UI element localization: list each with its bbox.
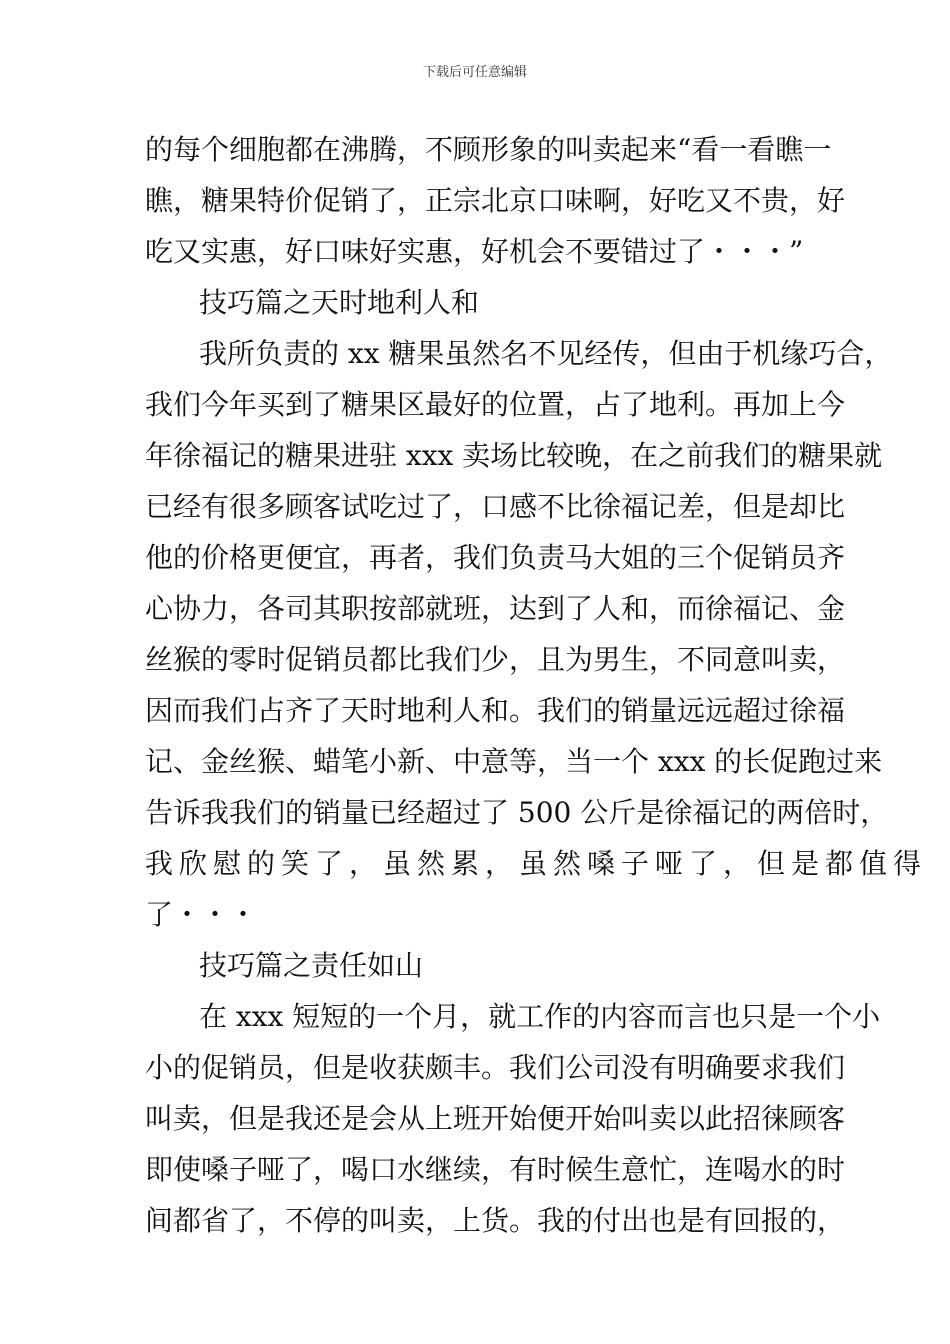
section-heading: 技巧篇之责任如山 <box>199 949 424 982</box>
paragraph-line: 即使嗓子哑了，喝口水继续，有时候生意忙，连喝水的时 <box>145 1153 846 1186</box>
paragraph-line: 已经有很多顾客试吃过了，口感不比徐福记差，但是却比 <box>145 490 846 523</box>
document-body <box>145 124 928 1246</box>
paragraph-line: 吃又实惠，好口味好实惠，好机会不要错过了・・・” <box>145 235 804 268</box>
paragraph-line: 瞧，糖果特价促销了，正宗北京口味啊，好吃又不贵，好 <box>145 184 846 217</box>
paragraph-line: 告诉我我们的销量已经超过了 500 公斤是徐福记的两倍时， <box>145 796 889 829</box>
paragraph-line: 我们今年买到了糖果区最好的位置，占了地利。再加上今 <box>145 388 846 421</box>
paragraph-line: 了・・・ <box>145 898 258 931</box>
paragraph-line: 他的价格更便宜，再者，我们负责马大姐的三个促销员齐 <box>145 541 846 574</box>
paragraph-line: 因而我们占齐了天时地利人和。我们的销量远远超过徐福 <box>145 694 846 727</box>
paragraph-line: 我欣慰的笑了，虽然累，虽然嗓子哑了，但是都值得 <box>145 847 928 880</box>
paragraph-line: 间都省了，不停的叫卖，上货。我的付出也是有回报的， <box>145 1204 846 1237</box>
page-header: 下载后可任意编辑 <box>422 65 527 80</box>
paragraph-line: 叫卖，但是我还是会从上班开始便开始叫卖以此招徕顾客 <box>145 1102 846 1135</box>
paragraph-line: 心协力，各司其职按部就班，达到了人和，而徐福记、金 <box>145 592 846 625</box>
paragraph-line: 丝猴的零时促销员都比我们少，且为男生，不同意叫卖， <box>145 643 846 676</box>
paragraph-line: 在 xxx 短短的一个月，就工作的内容而言也只是一个小 <box>199 1000 881 1033</box>
section-heading: 技巧篇之天时地利人和 <box>199 286 480 319</box>
paragraph-line: 记、金丝猴、蜡笔小新、中意等，当一个 xxx 的长促跑过来 <box>145 745 883 778</box>
paragraph-line: 的每个细胞都在沸腾，不顾形象的叫卖起来“看一看瞧一 <box>145 133 832 166</box>
paragraph-line: 年徐福记的糖果进驻 xxx 卖场比较晚，在之前我们的糖果就 <box>145 439 883 472</box>
paragraph-line: 小的促销员，但是收获颇丰。我们公司没有明确要求我们 <box>145 1051 846 1084</box>
paragraph-line: 我所负责的 xx 糖果虽然名不见经传，但由于机缘巧合， <box>199 337 893 370</box>
